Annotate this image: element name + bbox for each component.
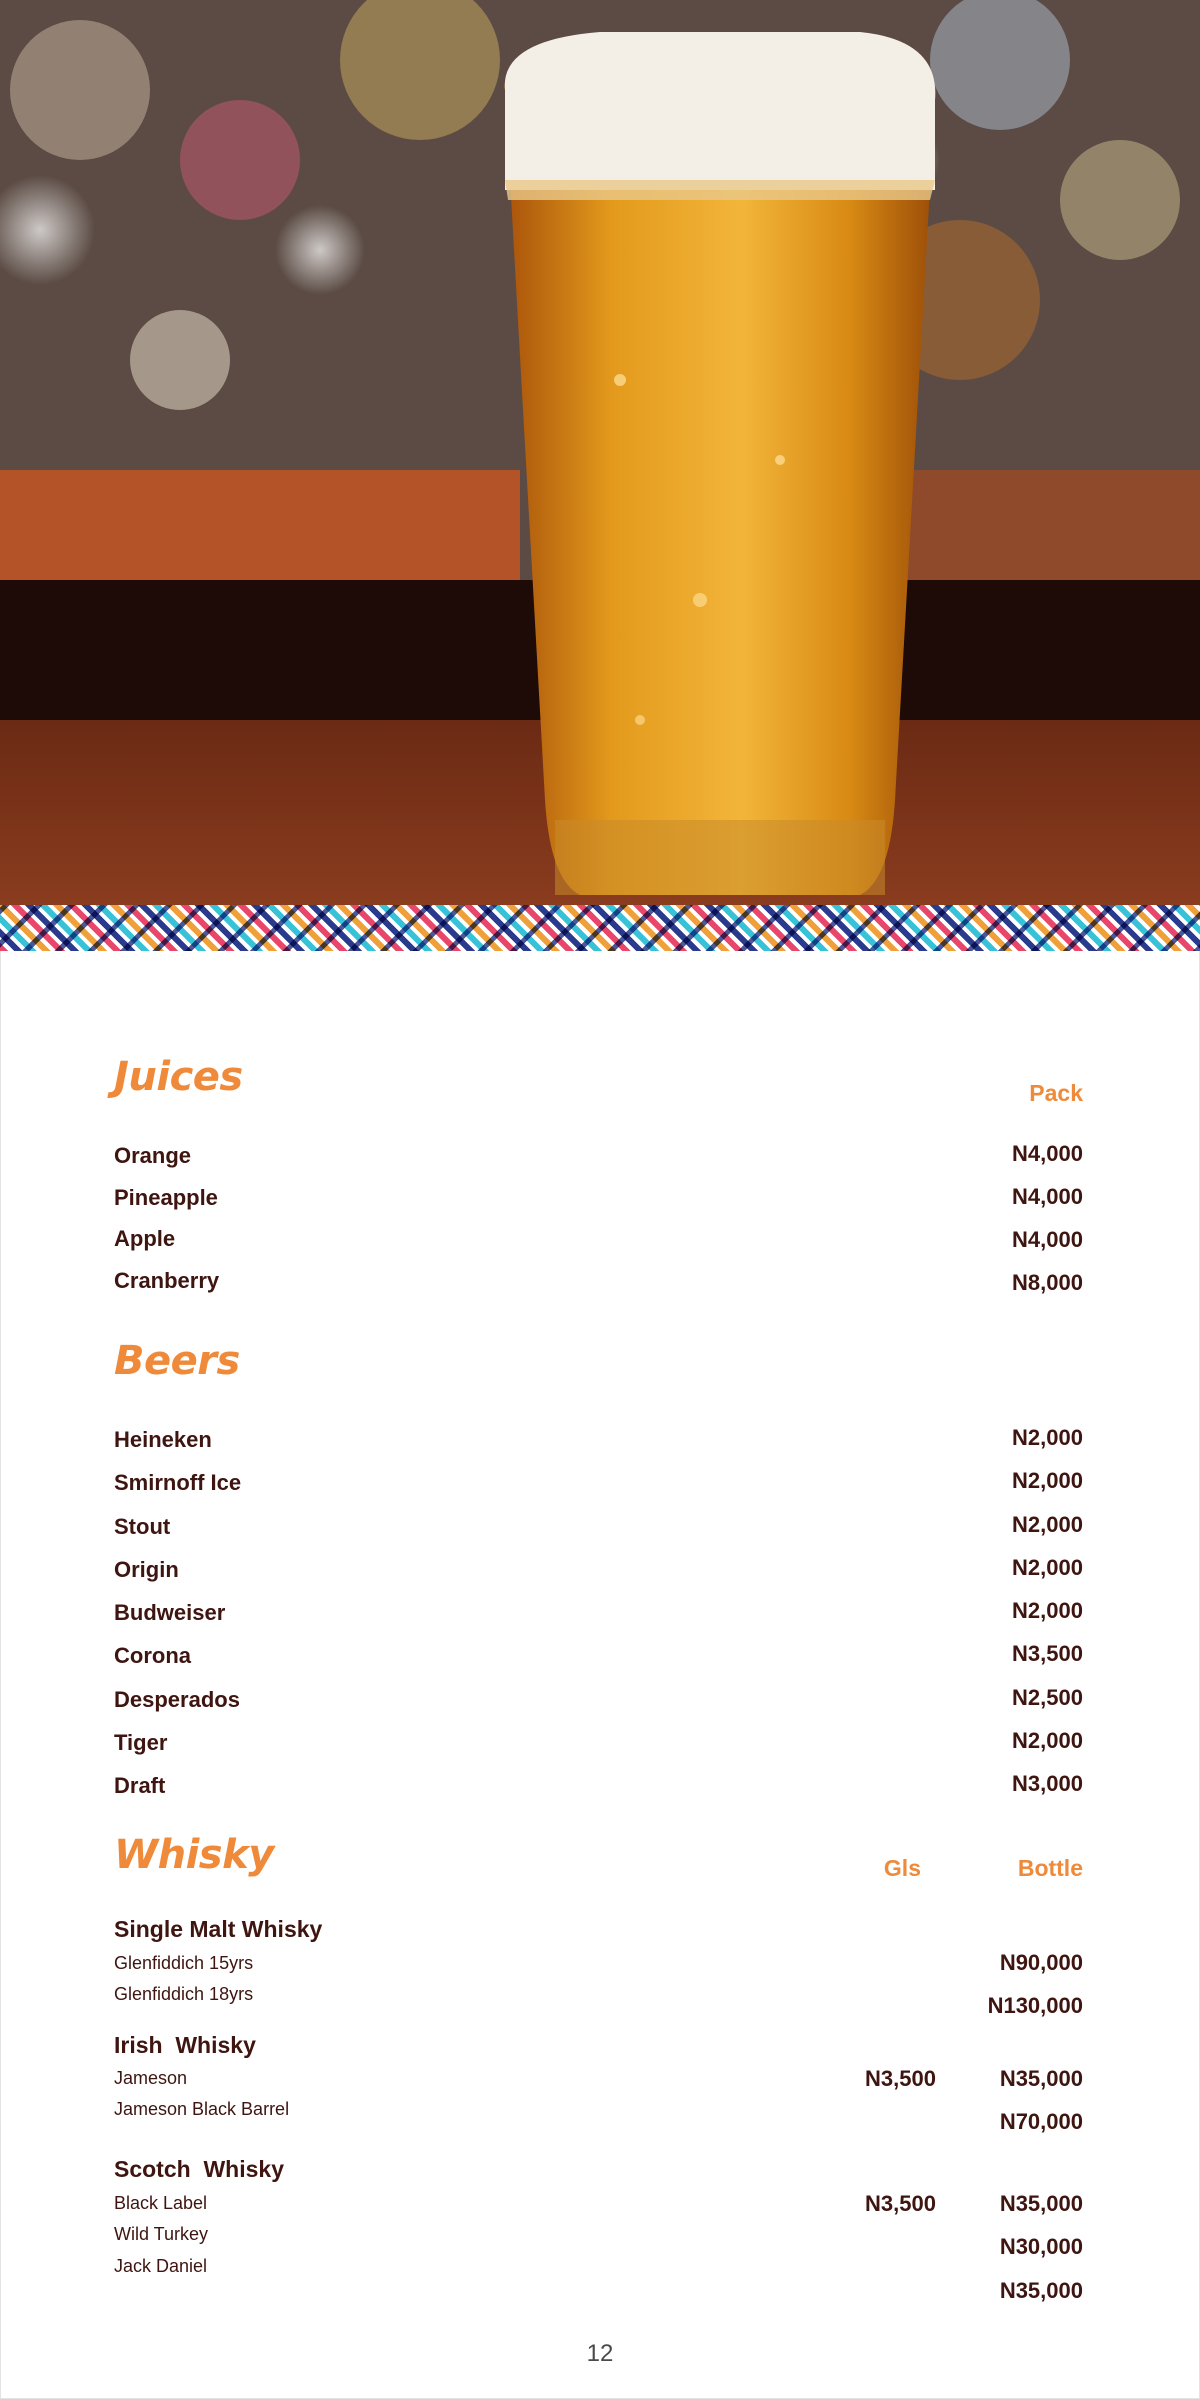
menu-item-name: Desperados bbox=[114, 1687, 240, 1712]
whisky-bottle-price: N35,000 bbox=[999, 2278, 1083, 2303]
pattern-band bbox=[0, 905, 1200, 951]
whisky-item-name: Jameson Black Barrel bbox=[114, 2099, 290, 2119]
column-header-bottle: Bottle bbox=[1017, 1855, 1083, 1881]
menu-item-price: N4,000 bbox=[1012, 1227, 1083, 1252]
menu-item-price: N4,000 bbox=[1012, 1141, 1083, 1166]
column-header-pack: Pack bbox=[1029, 1080, 1083, 1106]
menu-item-name: Cranberry bbox=[114, 1268, 220, 1293]
column-header-gls: Gls bbox=[883, 1855, 921, 1881]
hero-beer-photo bbox=[0, 0, 1200, 905]
whisky-bottle-price: N130,000 bbox=[987, 1993, 1083, 2018]
menu-item-name: Orange bbox=[114, 1143, 192, 1168]
menu-item-price: N2,000 bbox=[1012, 1598, 1083, 1623]
menu-item-price: N2,000 bbox=[1012, 1728, 1083, 1753]
menu-item-name: Pineapple bbox=[114, 1185, 218, 1210]
menu-item-name: Smirnoff Ice bbox=[114, 1470, 242, 1495]
whisky-item-name: Jack Daniel bbox=[114, 2256, 208, 2276]
whisky-item-name: Jameson bbox=[114, 2068, 188, 2088]
whisky-bottle-price: N35,000 bbox=[999, 2191, 1083, 2216]
menu-item-name: Budweiser bbox=[114, 1600, 226, 1625]
menu-item-price: N8,000 bbox=[1012, 1270, 1083, 1295]
whisky-bottle-price: N30,000 bbox=[999, 2234, 1083, 2259]
menu-item-price: N4,000 bbox=[1012, 1184, 1083, 1209]
whisky-bottle-price: N90,000 bbox=[999, 1950, 1083, 1975]
menu-item-name: Origin bbox=[114, 1557, 179, 1582]
menu-item-name: Draft bbox=[114, 1773, 166, 1798]
section-title-juices: Juices bbox=[114, 1054, 243, 1100]
menu-item-price: N2,000 bbox=[1012, 1555, 1083, 1580]
whisky-item-name: Wild Turkey bbox=[114, 2224, 209, 2244]
page-number: 12 bbox=[586, 2340, 614, 2367]
menu-item-name: Corona bbox=[114, 1643, 191, 1668]
menu-item-price: N3,000 bbox=[1012, 1771, 1083, 1796]
whisky-item-name: Glenfiddich 15yrs bbox=[114, 1953, 254, 1973]
group-title-scotch: Scotch Whisky bbox=[114, 2156, 284, 2182]
menu-item-name: Stout bbox=[114, 1514, 171, 1539]
group-title-single-malt: Single Malt Whisky bbox=[114, 1916, 323, 1942]
whisky-bottle-price: N35,000 bbox=[999, 2066, 1083, 2091]
menu-item-price: N2,000 bbox=[1012, 1425, 1083, 1450]
beer-glass-photo bbox=[0, 0, 1200, 905]
whisky-glass-price: N3,500 bbox=[865, 2066, 936, 2091]
menu-item-price: N2,000 bbox=[1012, 1512, 1083, 1537]
group-title-irish: Irish Whisky bbox=[114, 2032, 256, 2058]
whisky-item-name: Glenfiddich 18yrs bbox=[114, 1984, 254, 2004]
menu-item-price: N2,500 bbox=[1012, 1685, 1083, 1710]
section-title-beers: Beers bbox=[114, 1338, 240, 1384]
section-title-whisky: Whisky bbox=[114, 1832, 274, 1878]
menu-item-price: N3,500 bbox=[1012, 1641, 1083, 1666]
whisky-bottle-price: N70,000 bbox=[999, 2109, 1083, 2134]
whisky-glass-price: N3,500 bbox=[865, 2191, 936, 2216]
menu-item-price: N2,000 bbox=[1012, 1468, 1083, 1493]
menu-item-name: Apple bbox=[114, 1226, 176, 1251]
menu-item-name: Heineken bbox=[114, 1427, 212, 1452]
menu-item-name: Tiger bbox=[114, 1730, 168, 1755]
whisky-item-name: Black Label bbox=[114, 2193, 208, 2213]
